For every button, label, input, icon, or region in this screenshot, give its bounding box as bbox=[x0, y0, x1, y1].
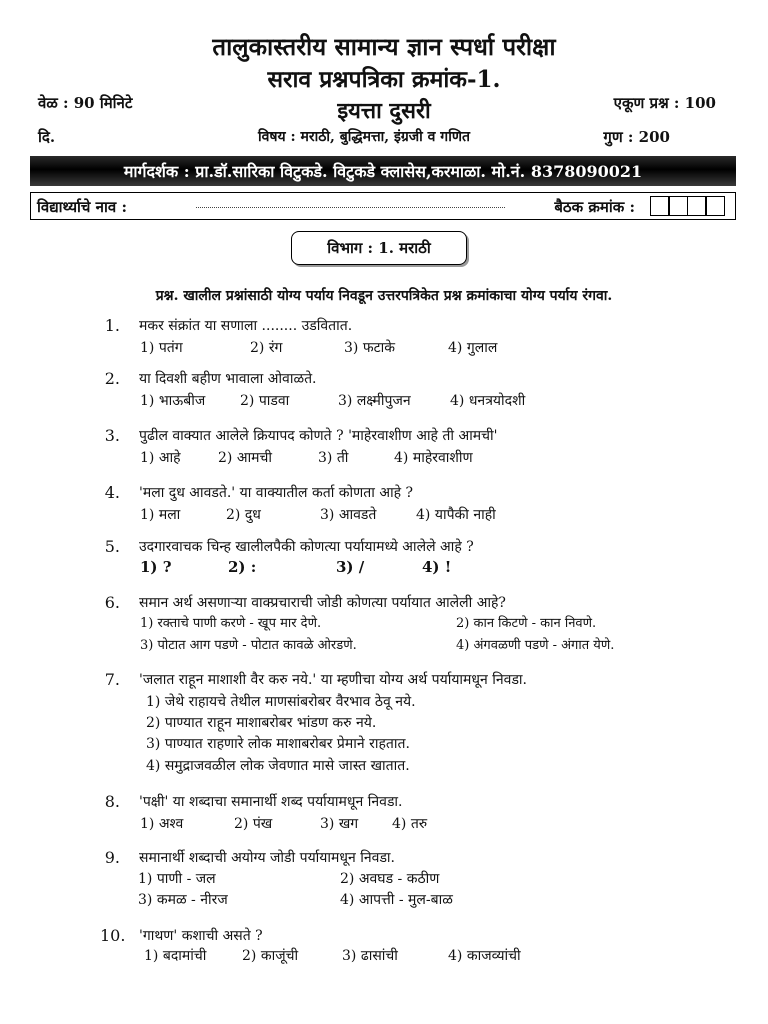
seat-number-boxes[interactable] bbox=[651, 196, 725, 216]
question-text: समानार्थी शब्दाची अयोग्य जोडी पर्यायामधून निवडा. bbox=[139, 850, 396, 866]
option[interactable]: 2) पाडवा bbox=[240, 393, 290, 409]
paper-number: सराव प्रश्नपत्रिका क्रमांक-1. bbox=[267, 66, 501, 93]
option[interactable]: 4) तरु bbox=[392, 816, 428, 832]
option[interactable]: 2) : bbox=[228, 558, 257, 576]
option[interactable]: 4) ! bbox=[422, 558, 452, 576]
question-text: 'मला दुध आवडते.' या वाक्यातील कर्ता कोणता आहे ? bbox=[139, 485, 414, 501]
question-text: मकर संक्रांत या सणाला ........ उडवितात. bbox=[139, 318, 353, 334]
option[interactable]: 1) जेथे राहायचे तेथील माणसांबरोबर वैरभाव ठेवू नये. bbox=[146, 694, 416, 710]
option[interactable]: 3) आवडते bbox=[320, 507, 377, 523]
question-number: 1. bbox=[104, 316, 120, 335]
question-options bbox=[138, 890, 453, 909]
option[interactable]: 1) रक्ताचे पाणी करणे - खूप मार देणे. bbox=[140, 616, 322, 631]
guide-banner: मार्गदर्शक : प्रा.डॉ.सारिका विटुकडे. विटुकडे क्लासेस,करमाळा. मो.नं. 8378090021 bbox=[30, 156, 736, 186]
option[interactable]: 3) कमळ - नीरज bbox=[138, 892, 228, 908]
option[interactable]: 4) समुद्राजवळील लोक जेवणात मासे जास्त खातात. bbox=[146, 758, 410, 774]
option[interactable]: 2) पंख bbox=[234, 816, 273, 832]
student-info-box bbox=[30, 192, 736, 220]
option[interactable]: 3) खग bbox=[320, 816, 359, 832]
question-text: या दिवशी बहीण भावाला ओवाळते. bbox=[139, 371, 317, 387]
option[interactable]: 3) पाण्यात राहणारे लोक माशाबरोबर प्रेमाने राहतात. bbox=[146, 736, 410, 752]
option[interactable]: 2) दुध bbox=[226, 507, 261, 523]
option[interactable]: 4) आपत्ती - मुल-बाळ bbox=[340, 892, 453, 908]
question-text: उदगारवाचक चिन्ह खालीलपैकी कोणत्या पर्यायामध्ये आलेले आहे ? bbox=[139, 539, 474, 555]
option[interactable]: 1) बदामांची bbox=[144, 948, 207, 964]
option[interactable]: 1) भाऊबीज bbox=[140, 393, 206, 409]
option[interactable]: 1) ? bbox=[140, 558, 172, 576]
question-number: 7. bbox=[104, 670, 120, 689]
question-options bbox=[138, 869, 439, 888]
question-options bbox=[140, 391, 525, 410]
question-options bbox=[140, 338, 497, 357]
time-label: वेळ : 90 मिनिटे bbox=[38, 94, 133, 112]
question-options bbox=[144, 946, 521, 965]
question-text: समान अर्थ असणाऱ्या वाक्प्रचाराची जोडी कोणत्या पर्यायात आलेली आहे? bbox=[139, 595, 506, 611]
option[interactable]: 4) अंगवळणी पडणे - अंगात येणे. bbox=[456, 638, 615, 653]
question-text: 'पक्षी' या शब्दाचा समानार्थी शब्द पर्यायामधून निवडा. bbox=[139, 794, 403, 810]
option[interactable]: 3) ती bbox=[318, 450, 349, 466]
student-name-field[interactable] bbox=[196, 207, 505, 208]
option[interactable]: 1) पाणी - जल bbox=[138, 871, 216, 887]
option[interactable]: 2) अवघड - कठीण bbox=[340, 871, 440, 887]
question-options bbox=[140, 448, 473, 467]
option[interactable]: 2) रंग bbox=[250, 340, 283, 356]
question-number: 10. bbox=[100, 926, 126, 945]
grade-label: इयत्ता दुसरी bbox=[337, 98, 431, 124]
option[interactable]: 3) / bbox=[336, 558, 365, 576]
option[interactable]: 2) आमची bbox=[218, 450, 273, 466]
seat-digit-box[interactable] bbox=[650, 196, 670, 216]
question-number: 4. bbox=[104, 483, 120, 502]
option[interactable]: 3) ढासांची bbox=[342, 948, 398, 964]
question-options bbox=[140, 814, 427, 833]
date-label: दि. bbox=[38, 128, 56, 146]
question-options bbox=[140, 558, 451, 576]
seat-number-label: बैठक क्रमांक : bbox=[554, 198, 635, 216]
question-options bbox=[140, 505, 496, 524]
student-name-label: विद्यार्थ्याचे नाव : bbox=[37, 198, 127, 216]
option[interactable]: 1) अश्व bbox=[140, 816, 184, 832]
question-number: 3. bbox=[104, 426, 120, 445]
seat-digit-box[interactable] bbox=[668, 196, 688, 216]
marks-label: गुण : 200 bbox=[603, 128, 670, 146]
question-number: 2. bbox=[104, 369, 120, 388]
option[interactable]: 3) फटाके bbox=[344, 340, 396, 356]
option[interactable]: 1) मला bbox=[140, 507, 181, 523]
question-text: 'गाथण' कशाची असते ? bbox=[139, 928, 263, 944]
seat-digit-box[interactable] bbox=[687, 196, 707, 216]
subjects-label: विषय : मराठी, बुद्धिमत्ता, इंग्रजी व गणित bbox=[258, 129, 470, 145]
total-questions-label: एकूण प्रश्न : 100 bbox=[613, 94, 716, 112]
section-heading: विभाग : 1. मराठी bbox=[291, 231, 467, 265]
option[interactable]: 4) काजव्यांची bbox=[448, 948, 521, 964]
option[interactable]: 2) पाण्यात राहून माशाबरोबर भांडण करु नये. bbox=[146, 715, 377, 731]
option[interactable]: 2) काजूंची bbox=[242, 948, 299, 964]
question-number: 9. bbox=[104, 848, 120, 867]
option[interactable]: 1) पतंग bbox=[140, 340, 183, 356]
option[interactable]: 4) माहेरवाशीण bbox=[394, 450, 473, 466]
option[interactable]: 3) लक्ष्मीपुजन bbox=[338, 393, 411, 409]
exam-title: तालुकास्तरीय सामान्य ज्ञान स्पर्धा परीक्षा bbox=[212, 32, 556, 61]
instruction-text: प्रश्न. खालील प्रश्नांसाठी योग्य पर्याय निवडून उत्तरपत्रिकेत प्रश्न क्रमांकाचा योग्य पर्याय रंगवा. bbox=[155, 288, 613, 304]
option[interactable]: 3) पोटात आग पडणे - पोटात कावळे ओरडणे. bbox=[140, 638, 357, 653]
question-number: 5. bbox=[104, 537, 120, 556]
option[interactable]: 1) आहे bbox=[140, 450, 181, 466]
question-number: 8. bbox=[104, 792, 120, 811]
seat-digit-box[interactable] bbox=[705, 196, 725, 216]
question-text: पुढील वाक्यात आलेले क्रियापद कोणते ? 'माहेरवाशीण आहे ती आमची' bbox=[139, 428, 498, 444]
question-text: 'जलात राहून माशाशी वैर करु नये.' या म्हणीचा योग्य अर्थ पर्यायामधून निवडा. bbox=[139, 672, 528, 688]
question-options bbox=[140, 635, 614, 653]
option[interactable]: 2) कान किटणे - कान निवणे. bbox=[456, 616, 597, 631]
question-number: 6. bbox=[104, 593, 120, 612]
option[interactable]: 4) धनत्रयोदशी bbox=[450, 393, 526, 409]
option[interactable]: 4) यापैकी नाही bbox=[416, 507, 496, 523]
option[interactable]: 4) गुलाल bbox=[448, 340, 498, 356]
question-options bbox=[140, 613, 596, 631]
